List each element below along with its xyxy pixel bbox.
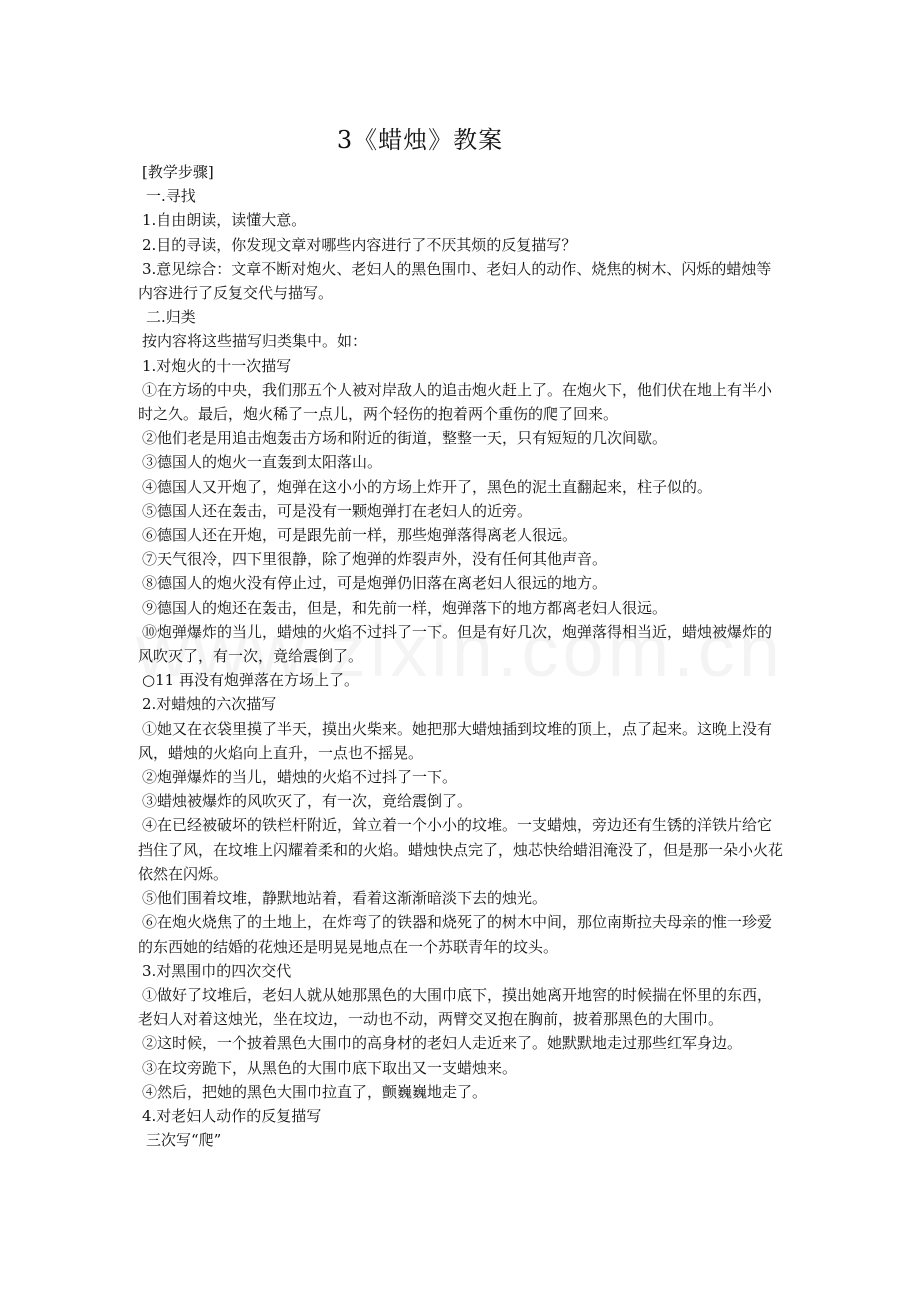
document-title: 3《蜡烛》教案 bbox=[336, 126, 504, 154]
paragraph: ④然后，把她的黑色大围巾拉直了，颤巍巍地走了。 bbox=[142, 1082, 488, 1101]
paragraph: 二.归类 bbox=[146, 308, 196, 327]
paragraph: ⑧德国人的炮火没有停止过，可是炮弹仍旧落在离老妇人很远的地方。 bbox=[142, 574, 608, 593]
paragraph: 2.目的寻读，你发现文章对哪些内容进行了不厌其烦的反复描写？ bbox=[142, 235, 577, 254]
paragraph: ⑤他们围着坟堆，静默地站着，看着这渐渐暗淡下去的烛光。 bbox=[142, 889, 548, 908]
paragraph: ⑥德国人还在开炮，可是跟先前一样，那些炮弹落得离老人很远。 bbox=[142, 526, 578, 545]
paragraph: 3.意见综合：文章不断对炮火、老妇人的黑色围巾、老妇人的动作、烧焦的树木、闪烁的蜡烛等内容进行了反复交代与描写。 bbox=[138, 259, 772, 303]
paragraph: 一.寻找 bbox=[146, 187, 196, 206]
paragraph: ③在坟旁跪下，从黑色的大围巾底下取出又一支蜡烛来。 bbox=[142, 1058, 518, 1077]
paragraph: ⑦天气很冷，四下里很静，除了炮弹的炸裂声外，没有任何其他声音。 bbox=[142, 550, 608, 569]
paragraph: 3.对黑围巾的四次交代 bbox=[142, 961, 292, 980]
paragraph: ②他们老是用追击炮轰击方场和附近的街道，整整一天，只有短短的几次间歇。 bbox=[142, 429, 668, 448]
paragraph: ②这时候，一个披着黑色大围巾的高身材的老妇人走近来了。她默默地走过那些红军身边。 bbox=[142, 1034, 743, 1053]
paragraph: 2.对蜡烛的六次描写 bbox=[142, 695, 277, 714]
paragraph: 1.对炮火的十一次描写 bbox=[142, 356, 292, 375]
paragraph: ⑥在炮火烧焦了的土地上，在炸弯了的铁器和烧死了的树木中间，那位南斯拉夫母亲的惟一珍爱的东西她的结婚的花烛还是明晃晃地点在一个苏联青年的坟头。 bbox=[138, 913, 773, 956]
paragraph: 三次写“爬” bbox=[146, 1131, 222, 1150]
paragraph: 4.对老妇人动作的反复描写 bbox=[142, 1106, 322, 1125]
paragraph: 按内容将这些描写归类集中。如： bbox=[142, 332, 368, 351]
paragraph: ③蜡烛被爆炸的风吹灭了，有一次，竟给震倒了。 bbox=[142, 792, 473, 811]
paragraph: ○11 再没有炮弹落在方场上了。 bbox=[142, 671, 359, 690]
paragraph: ⑨德国人的炮还在轰击，但是，和先前一样，炮弹落下的地方都离老妇人很远。 bbox=[142, 598, 668, 617]
paragraph: 1.自由朗读，读懂大意。 bbox=[142, 211, 307, 230]
paragraph: ④德国人又开炮了，炮弹在这小小的方场上炸开了，黑色的泥土直翻起来，柱子似的。 bbox=[142, 477, 713, 496]
paragraph: ⑩炮弹爆炸的当儿，蜡烛的火焰不过抖了一下。但是有好几次，炮弹落得相当近，蜡烛被爆炸的风吹灭了，有一次，竟给震倒了。 bbox=[138, 622, 773, 666]
paragraph: ②炮弹爆炸的当儿，蜡烛的火焰不过抖了一下。 bbox=[142, 768, 458, 787]
paragraph: ①她又在衣袋里摸了半天，摸出火柴来。她把那大蜡烛插到坟堆的顶上，点了起来。这晚上没有风，蜡烛的火焰向上直升，一点也不摇晃。 bbox=[138, 719, 773, 762]
document-body bbox=[138, 160, 786, 1152]
paragraph: ④在已经被破坏的铁栏杆附近，耸立着一个小小的坟堆。一支蜡烛，旁边还有生锈的洋铁片给它挡住了风，在坟堆上闪耀着柔和的火焰。蜡烛快点完了，烛芯快给蜡泪淹没了，但是那一朵小火花依然在闪烁。 bbox=[138, 816, 784, 883]
paragraph: ⑤德国人还在轰击，可是没有一颗炮弹打在老妇人的近旁。 bbox=[142, 501, 533, 520]
paragraph: ③德国人的炮火一直轰到太阳落山。 bbox=[142, 453, 383, 472]
paragraph: ①在方场的中央，我们那五个人被对岸敌人的追击炮火赶上了。在炮火下，他们伏在地上有半小时之久。最后，炮火稀了一点儿，两个轻伤的抱着两个重伤的爬了回来。 bbox=[138, 380, 773, 424]
paragraph: ①做好了坟堆后，老妇人就从她那黑色的大围巾底下，摸出她离开地窖的时候揣在怀里的东西，老妇人对着这烛光，坐在坟边，一动也不动，两臂交叉抱在胸前，披着那黑色的大围巾。 bbox=[138, 985, 773, 1029]
paragraph: [教学步骤] bbox=[142, 163, 214, 181]
